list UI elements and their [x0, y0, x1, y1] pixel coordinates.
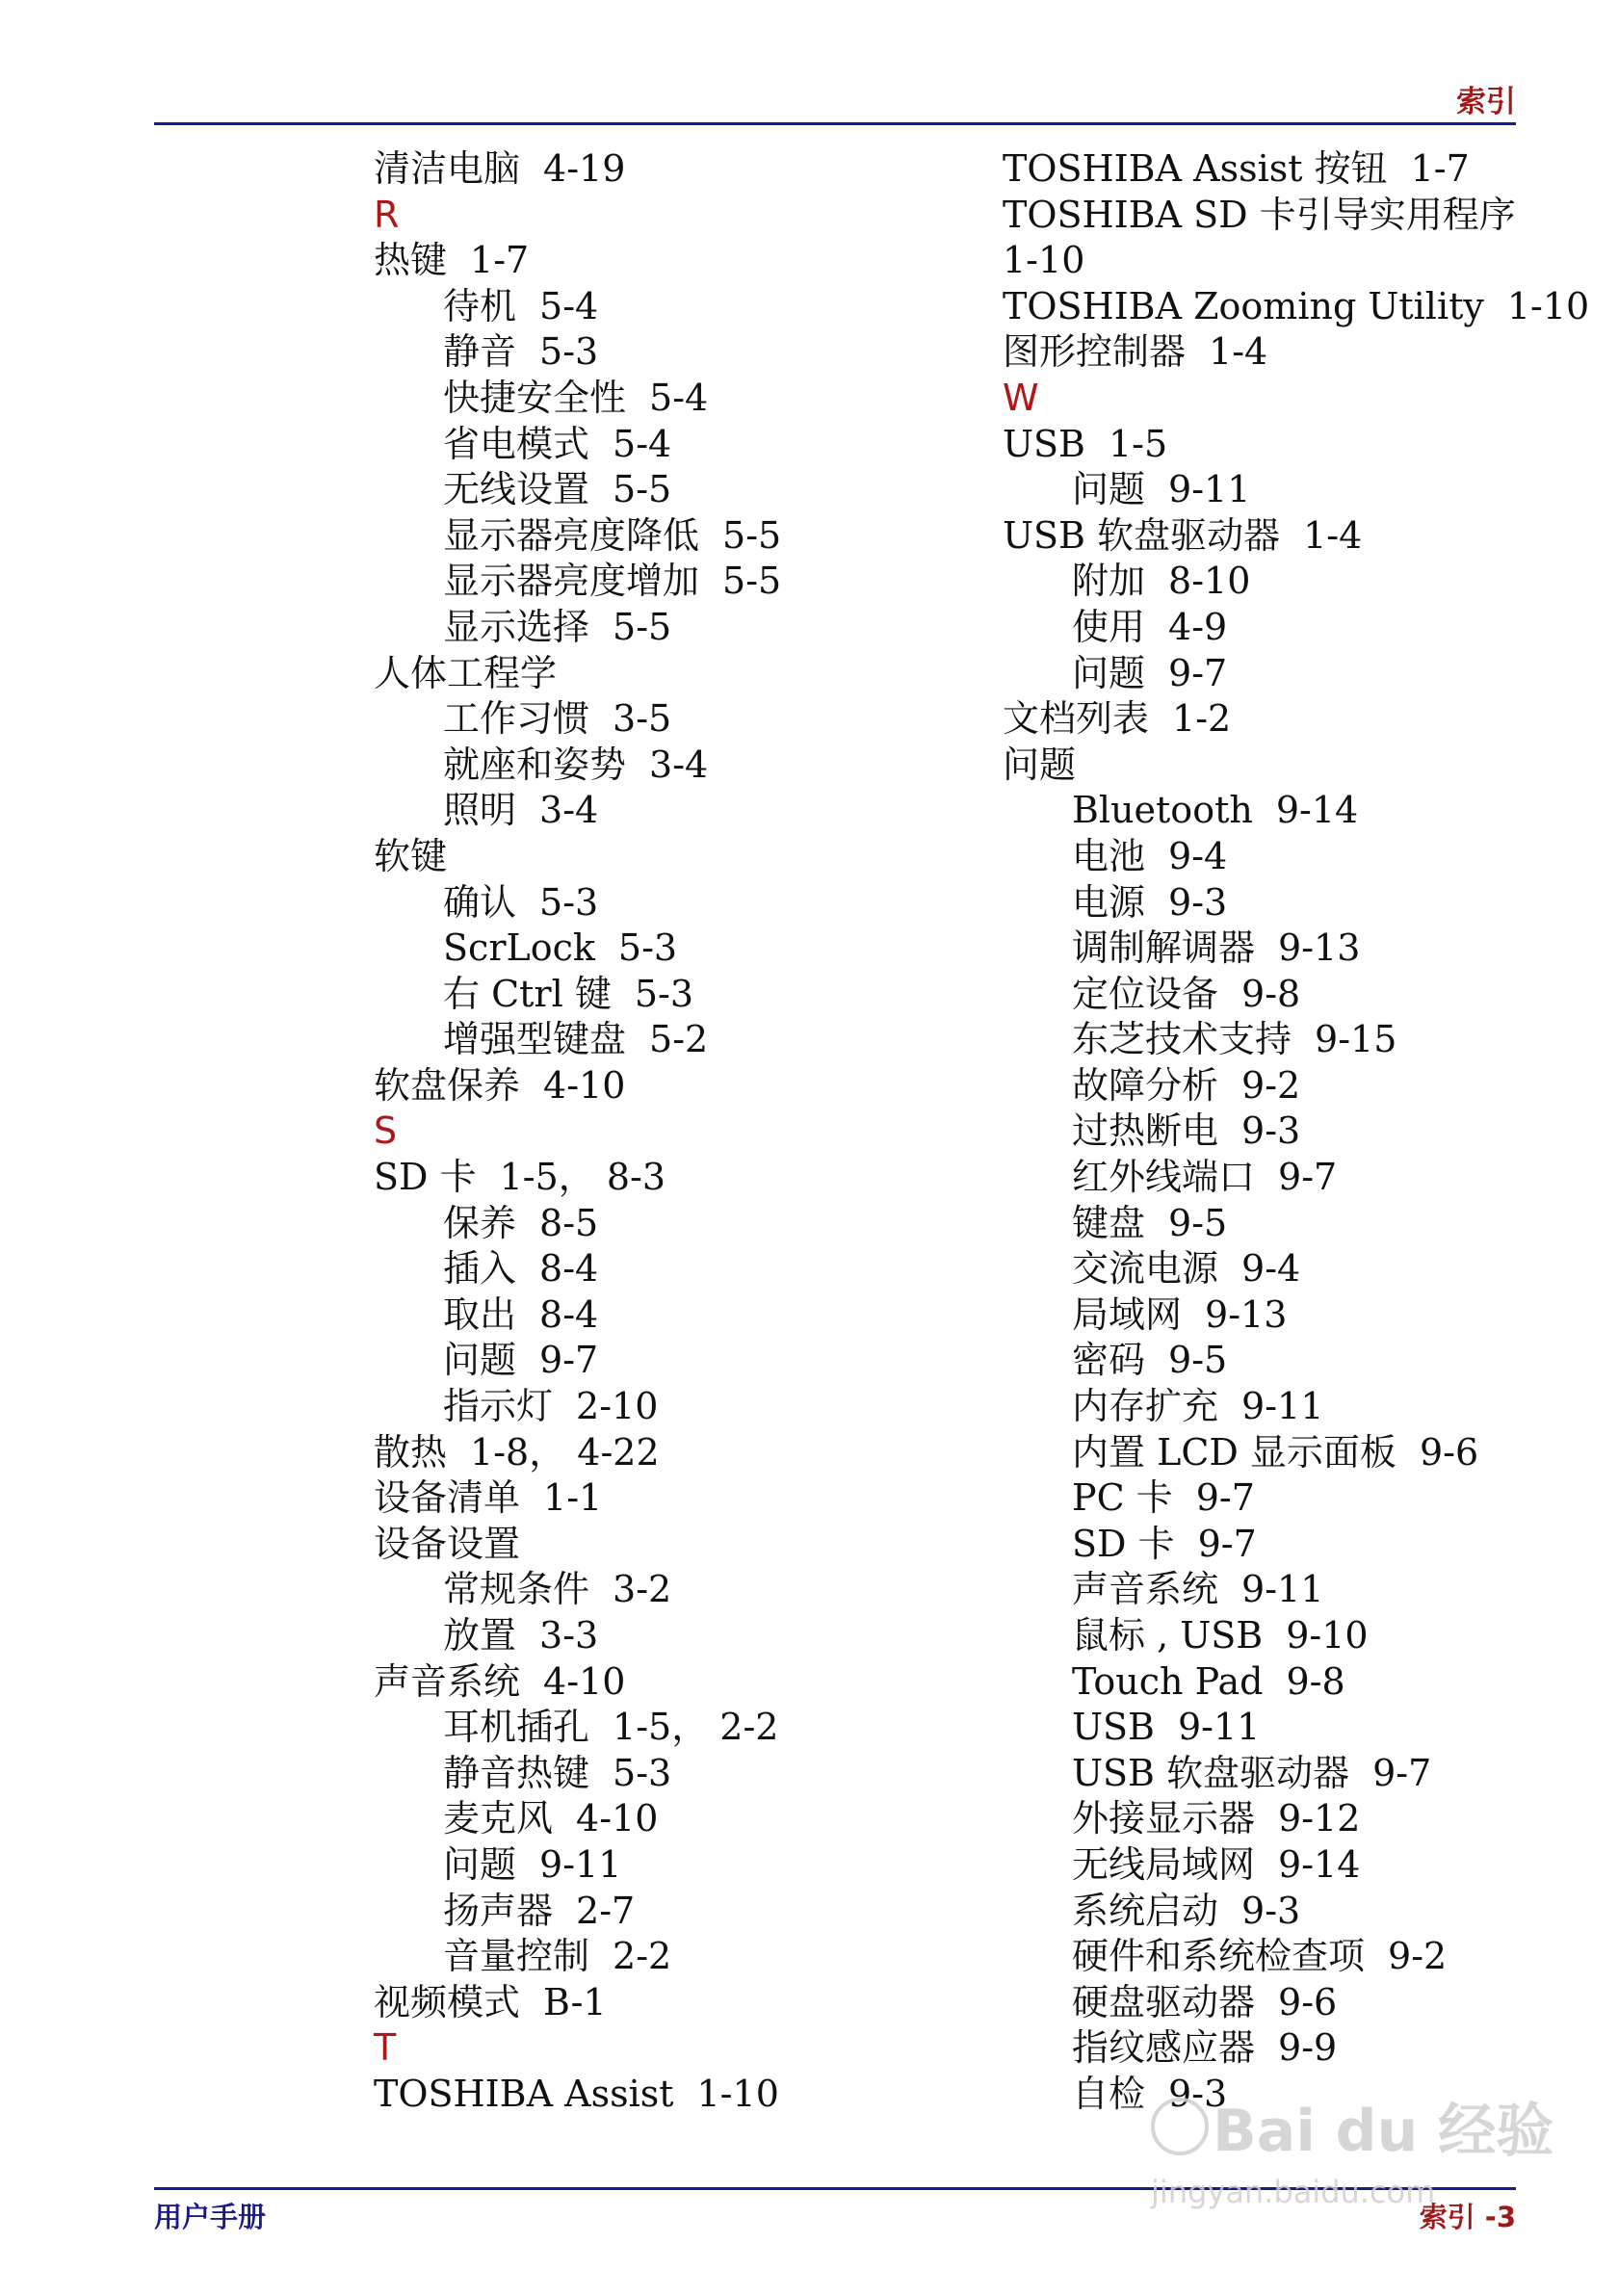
index-subentry [374, 329, 913, 376]
index-page-ref: 9-11 [1241, 1385, 1324, 1428]
index-term: 故障分析 [1072, 1063, 1219, 1107]
index-subentry [374, 284, 913, 330]
index-page-ref: 9-6 [1419, 1430, 1479, 1474]
index-term: 插入 [443, 1247, 517, 1291]
index-page-ref: 8-10 [1168, 560, 1251, 603]
index-subentry [374, 467, 913, 513]
index-entry [1003, 284, 1590, 330]
index-column-right [1003, 146, 1590, 2118]
index-subentry [374, 1796, 913, 1842]
index-subentry [374, 1751, 913, 1797]
index-entry [374, 651, 913, 697]
baidu-watermark [1151, 2085, 1553, 2210]
index-subentry [1003, 1384, 1523, 1430]
index-term: 附加 [1072, 560, 1146, 603]
index-subentry [1003, 1338, 1523, 1384]
index-entry [1003, 696, 1523, 743]
index-term: PC 卡 [1072, 1476, 1173, 1520]
index-term: 设备清单 [374, 1476, 521, 1520]
index-term: 问题 [1072, 651, 1146, 694]
index-page-ref: 5-3 [613, 1751, 672, 1794]
index-page-ref: 1-10 [1003, 239, 1085, 282]
index-term: 右 Ctrl 键 [443, 972, 612, 1015]
index-subentry [1003, 1980, 1523, 2026]
index-term: 使用 [1072, 605, 1146, 648]
index-term: 内置 LCD 显示面板 [1072, 1430, 1396, 1474]
index-page-ref: 1-1 [543, 1476, 603, 1520]
index-page-ref: 9-10 [1286, 1614, 1369, 1657]
index-page-ref: 1-2 [1172, 697, 1232, 741]
index-page-ref: 9-11 [1177, 1706, 1261, 1749]
index-entry [1003, 422, 1523, 468]
index-page-ref: 5-4 [539, 284, 599, 327]
index-subentry [1003, 651, 1523, 697]
index-letter-heading: W [1003, 376, 1039, 419]
index-page-ref: 3-4 [649, 743, 709, 786]
index-page-ref: 8-4 [539, 1292, 599, 1336]
index-subentry [1003, 1522, 1523, 1568]
index-page-ref: 1-8， 4-22 [470, 1430, 660, 1474]
index-term: TOSHIBA Zooming Utility [1003, 284, 1484, 327]
index-term: 问题 [443, 1339, 517, 1382]
index-subentry [1003, 1292, 1523, 1339]
index-subentry [1003, 1430, 1523, 1476]
index-term: 麦克风 [443, 1797, 554, 1840]
index-page-ref: 9-7 [1197, 1522, 1257, 1565]
index-term: 问题 [443, 1842, 517, 1886]
index-subentry [1003, 1567, 1523, 1613]
page-header-title: 索引 [1456, 85, 1516, 119]
index-page-ref: 9-14 [1275, 789, 1359, 832]
index-term: 问题 [1003, 743, 1077, 786]
index-letter-heading: T [374, 2026, 397, 2070]
index-page-ref: 9-14 [1278, 1842, 1361, 1886]
index-page-ref: 5-3 [539, 880, 599, 924]
index-subentry [1003, 788, 1523, 834]
index-term: 交流电源 [1072, 1247, 1219, 1291]
index-term: TOSHIBA SD 卡引导实用程序 [1003, 193, 1516, 236]
index-entry [374, 2072, 913, 2118]
index-letter-heading: R [374, 193, 400, 236]
index-entry [374, 238, 913, 284]
index-subentry [374, 1889, 913, 1935]
index-subentry [374, 1201, 913, 1247]
index-term: SD 卡 [1072, 1522, 1175, 1565]
index-term: 设备设置 [374, 1522, 521, 1565]
index-subentry [1003, 880, 1523, 926]
index-term: 无线局域网 [1072, 1842, 1256, 1886]
index-page-ref: 5-4 [649, 376, 709, 419]
index-entry [374, 834, 913, 880]
index-letter-heading: S [374, 1109, 398, 1153]
index-term: 外接显示器 [1072, 1797, 1256, 1840]
index-term: 工作习惯 [443, 697, 590, 741]
index-term: 系统启动 [1072, 1889, 1219, 1932]
index-page-ref: 9-3 [1168, 2072, 1228, 2115]
index-page-ref: 4-9 [1168, 605, 1228, 648]
index-term: 自检 [1072, 2072, 1146, 2115]
index-page-ref: 8-5 [539, 1201, 599, 1244]
index-page-ref: 9-5 [1168, 1201, 1228, 1244]
index-subentry [374, 376, 913, 422]
index-term: 清洁电脑 [374, 147, 521, 190]
index-subentry [1003, 1705, 1523, 1751]
index-term: 快捷安全性 [443, 376, 627, 419]
index-subentry [374, 926, 913, 972]
index-term: USB 软盘驱动器 [1072, 1751, 1350, 1794]
index-term: 音量控制 [443, 1935, 590, 1978]
index-term: 显示器亮度降低 [443, 513, 700, 557]
index-term: 静音 [443, 330, 517, 374]
index-subentry [1003, 972, 1523, 1018]
index-subentry [374, 513, 913, 560]
index-term: 问题 [1072, 468, 1146, 511]
index-subentry [374, 696, 913, 743]
paw-logo-icon [1151, 2098, 1209, 2155]
index-term: 鼠标 , USB [1072, 1614, 1264, 1657]
index-term: 定位设备 [1072, 972, 1219, 1015]
index-page-ref: 9-11 [1241, 1568, 1324, 1611]
index-term: TOSHIBA Assist 按钮 [1003, 147, 1388, 190]
index-subentry [1003, 1475, 1523, 1522]
index-term: 视频模式 [374, 1980, 521, 2023]
watermark-url: jingyan.baidu.com [1151, 2174, 1436, 2210]
index-term: 无线设置 [443, 468, 590, 511]
index-term: 电源 [1072, 880, 1146, 924]
index-page-ref: 9-3 [1241, 1889, 1301, 1932]
index-subentry [1003, 834, 1523, 880]
index-term: Bluetooth [1072, 789, 1253, 832]
index-page-ref: 9-7 [1278, 1156, 1338, 1199]
index-term: 电池 [1072, 834, 1146, 877]
index-page-ref: 9-13 [1278, 926, 1361, 970]
index-subentry [374, 743, 913, 789]
index-subentry [1003, 2025, 1523, 2072]
index-term: 硬件和系统检查项 [1072, 1935, 1366, 1978]
watermark-brand: Bai du 经验 [1213, 2098, 1554, 2165]
index-page-ref: 5-5 [722, 560, 782, 603]
index-page-ref: 2-10 [576, 1385, 659, 1428]
index-subentry [1003, 1201, 1523, 1247]
index-term: 耳机插孔 [443, 1706, 590, 1749]
index-term: 指纹感应器 [1072, 2026, 1256, 2070]
index-page-ref: 1-7 [1410, 147, 1470, 190]
index-subentry [374, 1705, 913, 1751]
index-page-ref: 9-15 [1315, 1018, 1397, 1061]
index-subentry [1003, 1063, 1523, 1109]
index-page-ref: 9-7 [1195, 1476, 1255, 1520]
index-subentry [374, 1338, 913, 1384]
index-term: 扬声器 [443, 1889, 554, 1932]
index-page-ref: 3-4 [539, 789, 599, 832]
index-term: 确认 [443, 880, 517, 924]
index-term: USB 软盘驱动器 [1003, 513, 1281, 557]
index-subentry [1003, 1934, 1523, 1980]
index-entry [1003, 146, 1523, 193]
index-page-ref: 1-5 [1108, 422, 1168, 465]
index-page-ref: 1-4 [1303, 513, 1363, 557]
index-subentry [374, 1567, 913, 1613]
index-page-ref: 1-4 [1209, 330, 1268, 374]
index-term: TOSHIBA Assist [374, 2072, 674, 2115]
index-entry [1003, 193, 1523, 284]
index-entry [374, 1980, 913, 2026]
index-page-ref: 2-2 [613, 1935, 672, 1978]
index-term: 键盘 [1072, 1201, 1146, 1244]
index-entry [1003, 743, 1523, 789]
index-entry [374, 1475, 913, 1522]
index-term: 照明 [443, 789, 517, 832]
index-term: 热键 [374, 239, 448, 282]
index-page-ref: 9-2 [1388, 1935, 1448, 1978]
index-page-ref: 5-3 [634, 972, 694, 1015]
index-page-ref: 9-8 [1241, 972, 1301, 1015]
index-term: 密码 [1072, 1339, 1146, 1382]
index-term: 静音热键 [443, 1751, 590, 1794]
index-entry [1003, 513, 1523, 560]
index-term: 放置 [443, 1614, 517, 1657]
index-subentry [1003, 467, 1523, 513]
index-page-ref: 9-2 [1241, 1063, 1301, 1107]
header-rule [154, 122, 1516, 125]
index-term: 红外线端口 [1072, 1156, 1256, 1199]
index-term: 显示选择 [443, 605, 590, 648]
index-term: ScrLock [443, 926, 595, 970]
footer-page-number: 索引 -3 [1419, 2201, 1516, 2233]
index-page-ref: 5-5 [613, 605, 672, 648]
index-entry [1003, 329, 1523, 376]
index-page-ref: 9-5 [1168, 1339, 1228, 1382]
index-term: USB [1003, 422, 1085, 465]
index-page-ref: 9-11 [1168, 468, 1251, 511]
index-page-ref: 1-10 [1506, 284, 1590, 327]
index-subentry [374, 1613, 913, 1659]
index-page-ref: 9-12 [1278, 1797, 1361, 1840]
index-page-ref: 1-10 [696, 2072, 779, 2115]
index-term: 散热 [374, 1430, 448, 1474]
index-subentry [1003, 1109, 1523, 1155]
index-term: 声音系统 [374, 1659, 521, 1703]
index-term: 取出 [443, 1292, 517, 1336]
index-term: 过热断电 [1072, 1109, 1219, 1153]
index-page-ref: 9-7 [1168, 651, 1228, 694]
index-page-ref: 1-5， 8-3 [499, 1156, 666, 1199]
index-term: 指示灯 [443, 1385, 554, 1428]
footer-manual-title: 用户手册 [154, 2201, 267, 2233]
index-subentry [1003, 926, 1523, 972]
index-page-ref: 5-4 [613, 422, 672, 465]
index-subentry [374, 1246, 913, 1292]
index-term: 东芝技术支持 [1072, 1018, 1292, 1061]
index-page-ref: 3-3 [539, 1614, 599, 1657]
index-entry [374, 1430, 913, 1476]
index-page-ref: 9-4 [1241, 1247, 1301, 1291]
index-page-ref: 5-3 [539, 330, 599, 374]
index-subentry [374, 788, 913, 834]
index-term: 保养 [443, 1201, 517, 1244]
index-subentry [1003, 1751, 1523, 1797]
index-term: Touch Pad [1072, 1659, 1264, 1703]
index-subentry [1003, 605, 1523, 651]
index-subentry [1003, 1796, 1523, 1842]
index-page-ref: 4-19 [543, 147, 626, 190]
index-subentry [374, 880, 913, 926]
index-page-ref: 9-9 [1278, 2026, 1338, 2070]
index-page-ref: 2-7 [576, 1889, 636, 1932]
index-subentry [1003, 1155, 1523, 1201]
index-page-ref: 4-10 [543, 1063, 626, 1107]
index-page-ref: 9-3 [1241, 1109, 1301, 1153]
index-subentry [374, 1384, 913, 1430]
index-page-ref: 4-10 [576, 1797, 659, 1840]
index-entry [374, 1063, 913, 1109]
index-page-ref: 1-7 [470, 239, 530, 282]
index-term: 显示器亮度增加 [443, 560, 700, 603]
index-subentry [1003, 1842, 1523, 1889]
index-term: 就座和姿势 [443, 743, 627, 786]
index-page-ref: 9-7 [539, 1339, 599, 1382]
index-page-ref: 9-8 [1286, 1659, 1345, 1703]
index-page-ref: 9-4 [1168, 834, 1228, 877]
index-page-ref: 3-5 [613, 697, 672, 741]
index-subentry [1003, 1613, 1523, 1659]
index-term: 文档列表 [1003, 697, 1150, 741]
index-page-ref: 3-2 [613, 1568, 672, 1611]
index-subentry [374, 1292, 913, 1339]
index-subentry [1003, 1017, 1523, 1063]
index-subentry [1003, 559, 1523, 605]
index-subentry [374, 559, 913, 605]
index-subentry [1003, 1889, 1523, 1935]
index-page-ref: 9-11 [539, 1842, 622, 1886]
index-page-ref: 5-5 [722, 513, 782, 557]
index-page-ref: 9-7 [1372, 1751, 1432, 1794]
index-term: 待机 [443, 284, 517, 327]
index-page-ref: 5-3 [617, 926, 678, 970]
index-entry [374, 146, 913, 193]
index-term: 硬盘驱动器 [1072, 1980, 1256, 2023]
index-entry [374, 1659, 913, 1706]
index-page-ref: 5-2 [649, 1018, 709, 1061]
index-page-ref: 8-4 [539, 1247, 599, 1291]
index-page-ref: 9-6 [1278, 1980, 1338, 2023]
index-subentry [374, 605, 913, 651]
index-entry [374, 1155, 913, 1201]
index-column-left [374, 146, 913, 2118]
index-term: 软键 [374, 834, 448, 877]
index-term: SD 卡 [374, 1156, 477, 1199]
index-term: 内存扩充 [1072, 1385, 1219, 1428]
index-term: 软盘保养 [374, 1063, 521, 1107]
index-subentry [374, 1934, 913, 1980]
index-term: 局域网 [1072, 1292, 1183, 1336]
index-term: 人体工程学 [374, 651, 558, 694]
index-page-ref: B-1 [543, 1980, 607, 2023]
index-term: 声音系统 [1072, 1568, 1219, 1611]
index-page-ref: 9-13 [1205, 1292, 1288, 1336]
index-page-ref: 5-5 [613, 468, 672, 511]
index-term: 图形控制器 [1003, 330, 1187, 374]
index-term: 调制解调器 [1072, 926, 1256, 970]
index-subentry [1003, 1659, 1523, 1706]
index-page-ref: 9-3 [1168, 880, 1228, 924]
index-page-ref: 4-10 [543, 1659, 626, 1703]
index-subentry [374, 1017, 913, 1063]
index-term: 常规条件 [443, 1568, 590, 1611]
index-page-ref: 1-5， 2-2 [613, 1706, 779, 1749]
index-term: 增强型键盘 [443, 1018, 627, 1061]
index-term: 省电模式 [443, 422, 590, 465]
index-subentry [1003, 1246, 1523, 1292]
index-subentry [374, 422, 913, 468]
index-entry [374, 1522, 913, 1568]
index-term: USB [1072, 1706, 1155, 1749]
index-subentry [374, 972, 913, 1018]
index-subentry [374, 1842, 913, 1889]
